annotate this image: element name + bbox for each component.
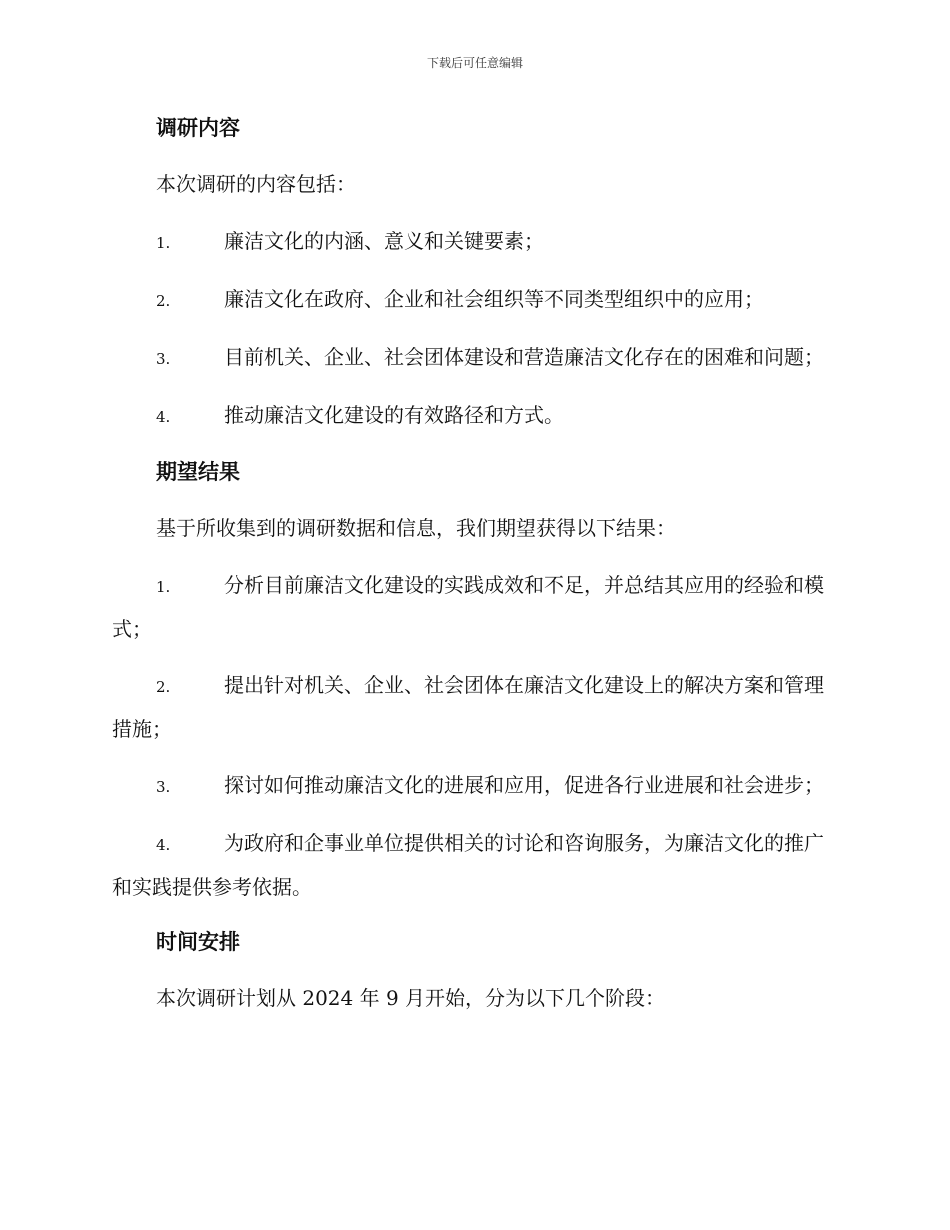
- section-intro: 本次调研计划从 2024 年 9 月开始，分为以下几个阶段：: [156, 986, 666, 1010]
- list-number: 4.: [156, 836, 171, 854]
- list-number: 4.: [156, 408, 171, 426]
- page-header: 下载后可任意编辑: [426, 56, 523, 70]
- list-item: [112, 764, 834, 808]
- section-intro: 基于所收集到的调研数据和信息，我们期望获得以下结果：: [156, 516, 676, 540]
- list-item: [112, 564, 834, 650]
- list-item: [112, 822, 834, 908]
- document-body: [112, 108, 834, 1034]
- list-number: 2.: [156, 292, 171, 310]
- list-item: [112, 394, 834, 438]
- list-number: 1.: [156, 578, 171, 596]
- list-text: 廉洁文化的内涵、意义和关键要素；: [224, 229, 544, 253]
- list-number: 3.: [156, 350, 171, 368]
- list-text: 分析目前廉洁文化建设的实践成效和不足，并总结其应用的经验和模式；: [112, 573, 824, 641]
- list-text: 目前机关、企业、社会团体建设和营造廉洁文化存在的困难和问题；: [224, 345, 824, 369]
- list-text: 提出针对机关、企业、社会团体在廉洁文化建设上的解决方案和管理措施；: [112, 673, 824, 741]
- list-text: 探讨如何推动廉洁文化的进展和应用，促进各行业进展和社会进步；: [224, 773, 824, 797]
- list-item: [112, 336, 834, 380]
- list-item: [112, 664, 834, 750]
- list-text: 为政府和企事业单位提供相关的讨论和咨询服务，为廉洁文化的推广和实践提供参考依据。: [112, 831, 824, 899]
- section-heading: 时间安排: [156, 929, 240, 954]
- section-heading: 调研内容: [156, 115, 240, 140]
- section-heading: 期望结果: [156, 459, 240, 484]
- list-text: 廉洁文化在政府、企业和社会组织等不同类型组织中的应用；: [224, 287, 764, 311]
- list-text: 推动廉洁文化建设的有效路径和方式。: [224, 403, 564, 427]
- list-number: 1.: [156, 234, 171, 252]
- list-item: [112, 220, 834, 264]
- list-item: [112, 278, 834, 322]
- list-number: 2.: [156, 678, 171, 696]
- list-number: 3.: [156, 778, 171, 796]
- section-intro: 本次调研的内容包括：: [156, 172, 356, 196]
